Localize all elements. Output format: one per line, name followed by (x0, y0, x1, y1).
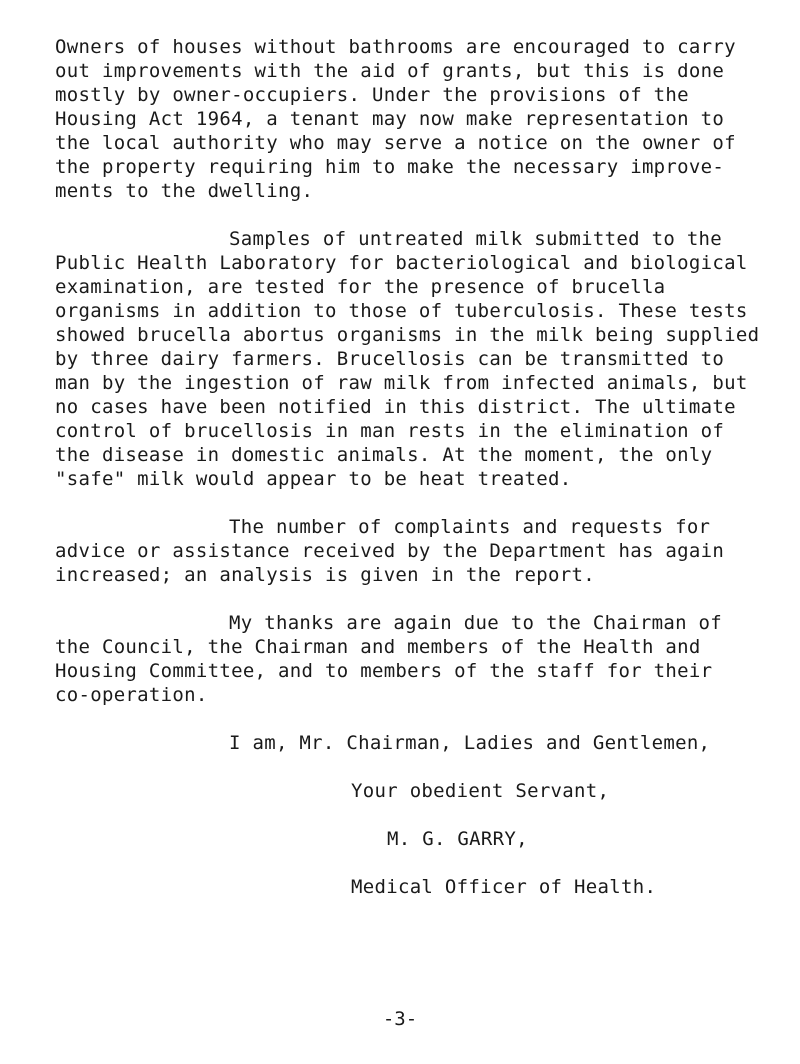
page-number: -3- (382, 1008, 418, 1030)
text-line: Housing Act 1964, a tenant may now make representation to (55, 108, 725, 130)
text-line: The number of complaints and requests for (229, 516, 711, 538)
text-line: control of brucellosis in man rests in the elimination of (55, 420, 725, 442)
signatory-title: Medical Officer of Health. (351, 876, 657, 898)
text-line: organisms in addition to those of tuberculosis. These tests (55, 300, 748, 322)
text-line: the disease in domestic animals. At the moment, the only (55, 444, 713, 466)
text-line: the property requiring him to make the necessary improve- (55, 156, 725, 178)
text-line: Owners of houses without bathrooms are encouraged to carry (55, 36, 736, 58)
text-line: Public Health Laboratory for bacteriological and biological (55, 252, 748, 274)
text-line: showed brucella abortus organisms in the milk being supplied (55, 324, 760, 346)
text-line: advice or assistance received by the Department has again (55, 540, 725, 562)
text-line: the Council, the Chairman and members of the Health and (55, 636, 701, 658)
signatory-name: M. G. GARRY, (387, 828, 528, 850)
text-line: Housing Committee, and to members of the staff for their (55, 660, 713, 682)
text-line: no cases have been notified in this district. The ultimate (55, 396, 736, 418)
text-line: by three dairy farmers. Brucellosis can be transmitted to (55, 348, 725, 370)
text-line: examination, are tested for the presence of brucella (55, 276, 666, 298)
text-line: co-operation. (55, 684, 208, 706)
text-line: Samples of untreated milk submitted to the (229, 228, 723, 250)
text-line: man by the ingestion of raw milk from infected animals, but (55, 372, 748, 394)
text-line: increased; an analysis is given in the report. (55, 564, 595, 586)
valediction: Your obedient Servant, (351, 780, 610, 802)
text-line: the local authority who may serve a notice on the owner of (55, 132, 736, 154)
text-line: My thanks are again due to the Chairman of (229, 612, 723, 634)
salutation: I am, Mr. Chairman, Ladies and Gentlemen, (229, 732, 711, 754)
text-line: out improvements with the aid of grants, but this is done (55, 60, 725, 82)
text-line: "safe" milk would appear to be heat treated. (55, 468, 572, 490)
text-line: mostly by owner-occupiers. Under the provisions of the (55, 84, 689, 106)
text-line: ments to the dwelling. (55, 180, 314, 202)
